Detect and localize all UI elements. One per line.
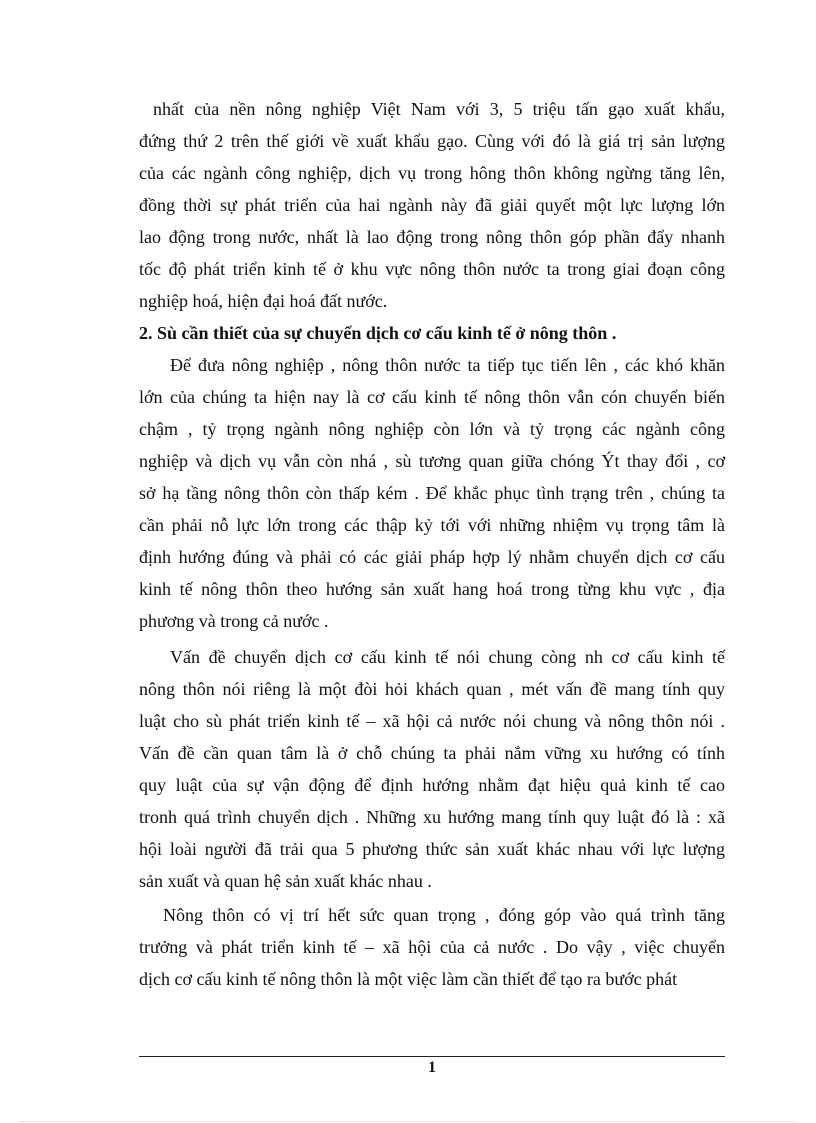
text-line: nghiệp hoá, hiện đại hoá đất nước. [139,291,388,311]
text-line: nông thôn nói riêng là một đòi hỏi khách quan , mét vấn đề mang tính quy [139,679,725,699]
footer-divider [139,1056,725,1057]
text-line: hội loài người đã trải qua 5 phương thức sản xuất khác nhau với lực lượng [139,839,725,859]
text-line: sở hạ tầng nông thôn còn thấp kém . Để khắc phục tình trạng trên , chúng ta [139,483,725,503]
text-line: sản xuất và quan hệ sản xuất khác nhau . [139,871,432,891]
text-line: nhất của nền nông nghiệp Việt Nam với 3, 5 triệu tấn gạo xuất khẩu, [153,99,725,119]
text-line: định hướng đúng và phải có các giải pháp hợp lý nhằm chuyển dịch cơ cấu [139,547,725,567]
text-line: đứng thứ 2 trên thế giới về xuất khẩu gạo. Cùng với đó là giá trị sản lượng [139,131,725,151]
text-line: dịch cơ cấu kinh tế nông thôn là một việc làm cần thiết để tạo ra bước phát [139,969,678,989]
page-number: 1 [428,1059,436,1076]
section-heading: 2. Sù cần thiết của sự chuyển dịch cơ cấu kinh tế ở nông thôn . [139,323,617,343]
text-line: lao động trong nước, nhất là lao động trong nông thôn góp phần đẩy nhanh [139,227,725,247]
text-line: Để đưa nông nghiệp , nông thôn nước ta tiếp tục tiến lên , các khó khăn [170,355,725,375]
text-line: Nông thôn có vị trí hết sức quan trọng , đóng góp vào quá trình tăng [163,905,725,925]
page-edge-divider [20,1121,796,1122]
text-line: cần phải nỗ lực lớn trong các thập kỷ tới với những nhiệm vụ trọng tâm là [139,515,725,535]
text-line: nghiệp và dịch vụ vẫn còn nhá , sù tương quan giữa chóng Ýt thay đổi , cơ [139,451,725,471]
text-line: lớn của chúng ta hiện nay là cơ cấu kinh tế nông thôn vẫn cón chuyển biến [139,387,725,407]
text-line: đồng thời sự phát triển của hai ngành này đã giải quyết một lực lượng lớn [139,195,725,215]
text-line: kinh tế nông thôn theo hướng sản xuất hang hoá trong từng khu vực , địa [139,579,725,599]
text-line: phương và trong cả nước . [139,611,329,631]
text-line: luật cho sù phát triển kinh tế – xã hội cả nước nói chung và nông thôn nói . [139,711,725,731]
text-line: quy luật của sự vận động để định hướng nhằm đạt hiệu quả kinh tế cao [139,775,725,795]
text-line: trưởng và phát triển kinh tế – xã hội của cả nước . Do vậy , việc chuyển [139,937,725,957]
text-line: Vấn đề cần quan tâm là ở chỗ chúng ta phải nắm vững xu hướng có tính [139,743,725,763]
text-line: của các ngành công nghiệp, dịch vụ trong hông thôn không ngừng tăng lên, [139,163,725,183]
text-line: Vấn đề chuyển dịch cơ cấu kinh tế nói chung còng nh cơ cấu kinh tế [170,647,725,667]
text-line: chậm , tỷ trọng ngành nông nghiệp còn lớn và tỷ trọng các ngành công [139,419,725,439]
text-line: tronh quá trình chuyển dịch . Những xu hướng mang tính quy luật đó là : xã [139,807,725,827]
text-line: tốc độ phát triển kinh tế ở khu vực nông thôn nước ta trong giai đoạn công [139,259,725,279]
